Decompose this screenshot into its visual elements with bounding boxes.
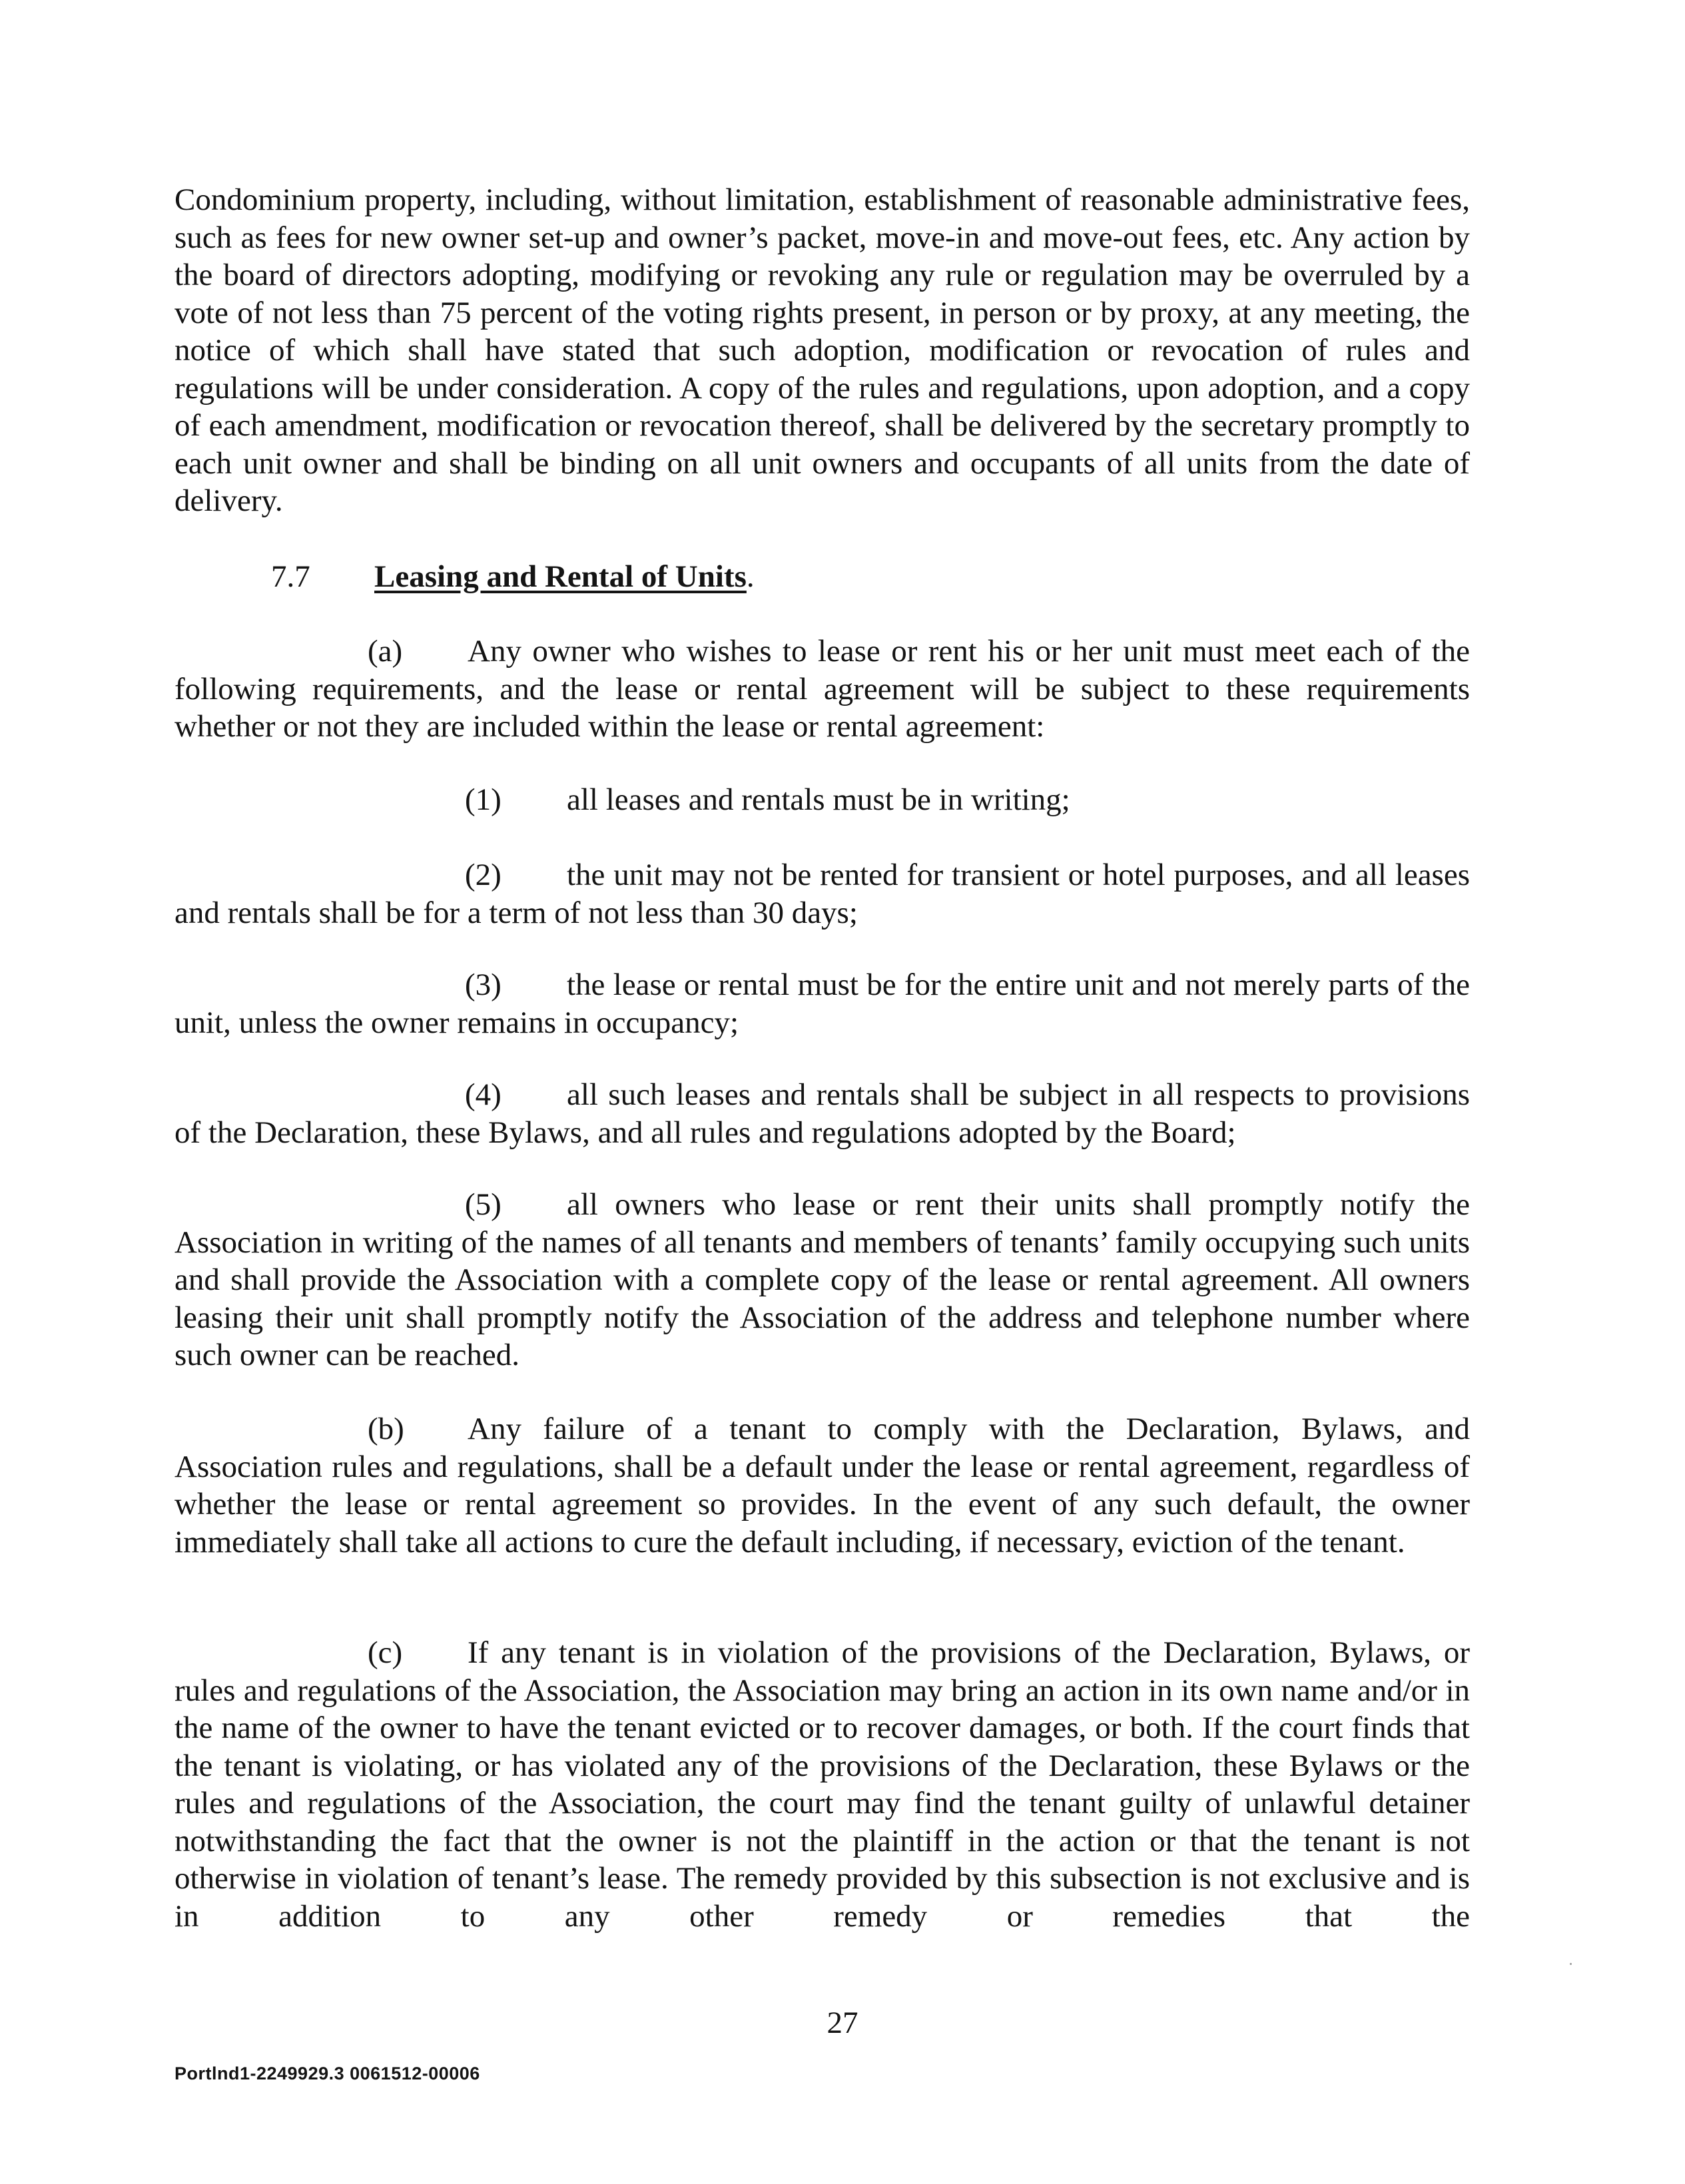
requirement-3 [174, 966, 1470, 1041]
footer-document-id: Portlnd1-2249929.3 0061512-00006 [174, 2063, 480, 2083]
subsection-a-marker: (a) [368, 634, 403, 669]
requirement-1-text: all leases and rentals must be in writing; [567, 782, 1070, 817]
intro-paragraph [174, 181, 1470, 520]
requirement-2-text: the unit may not be rented for transient or hotel purposes, and all leases and rentals shall be for a term of not less than 30 days; [174, 858, 1470, 930]
section-heading [271, 558, 755, 596]
requirement-4-text: all such leases and rentals shall be subject in all respects to provisions of the Declaration, these Bylaws, and all rules and regulations adopted by the Board; [174, 1077, 1470, 1150]
requirement-5-text: all owners who lease or rent their units shall promptly notify the Association in writing of the names of all tenants and members of tenants’ family occupying such units and shall provide the Association with a complete copy of the lease or rental agreement. All owners leasing their unit shall promptly notify the Association of the address and telephone number where such owner can be reached. [174, 1187, 1470, 1372]
requirement-1 [174, 781, 1470, 819]
requirement-3-text: the lease or rental must be for the entire unit and not merely parts of the unit, unless the owner remains in occupancy; [174, 967, 1470, 1040]
requirement-2-marker: (2) [465, 858, 502, 892]
scan-artifact-dot [1570, 1963, 1572, 1965]
requirement-4-marker: (4) [465, 1077, 502, 1112]
subsection-b [174, 1410, 1470, 1561]
requirement-3-marker: (3) [465, 967, 502, 1002]
section-title: Leasing and Rental of Units [374, 559, 747, 594]
requirement-1-marker: (1) [465, 782, 502, 817]
subsection-b-text: Any failure of a tenant to comply with the Declaration, Bylaws, and Association rules and regulations, shall be a default under the lease or rental agreement, regardless of whether the lease or rental agreement so provides. In the event of any such default, the owner immediately shall take all actions to cure the default including, if necessary, eviction of the tenant. [174, 1412, 1470, 1559]
subsection-c-text: If any tenant is in violation of the provisions of the Declaration, Bylaws, or rules and regulations of the Association, the Association may bring an action in its own name and/or in the name of the owner to have the tenant evicted or to recover damages, or both. If the court finds that the tenant is violating, or has violated any of the provisions of the Declaration, these Bylaws or the rules and regulations of the Association, the court may find the tenant guilty of unlawful detainer notwithstanding the fact that the owner is not the plaintiff in the action or that the tenant is not otherwise in violation of tenant’s lease. The remedy provided by this subsection is not exclusive and is in addition to any other remedy or remedies that the [174, 1635, 1470, 1934]
requirement-5-marker: (5) [465, 1187, 502, 1222]
requirement-5 [174, 1186, 1470, 1374]
subsection-a [174, 633, 1470, 746]
requirement-2 [174, 856, 1470, 932]
page-number: 27 [827, 2006, 858, 2040]
subsection-c-marker: (c) [368, 1635, 403, 1670]
section-title-suffix: . [746, 559, 755, 594]
subsection-a-text: Any owner who wishes to lease or rent his or her unit must meet each of the following requirements, and the lease or rental agreement will be subject to these requirements whether or not they are included within the lease or rental agreement: [174, 634, 1470, 744]
section-number: 7.7 [271, 559, 310, 594]
intro-paragraph-text: Condominium property, including, without limitation, establishment of reasonable administrative fees, such as fees for new owner set-up and owner’s packet, move-in and move-out fees, etc. Any action by the board of directors adopting, modifying or revoking any rule or regulation may be overruled by a vote of not less than 75 percent of the voting rights present, in person or by proxy, at any meeting, the notice of which shall have stated that such adoption, modification or revocation of rules and regulations will be under consideration. A copy of the rules and regulations, upon adoption, and a copy of each amendment, modification or revocation thereof, shall be delivered by the secretary promptly to each unit owner and shall be binding on all unit owners and occupants of all units from the date of delivery. [174, 182, 1470, 518]
subsection-c [174, 1634, 1470, 1935]
requirement-4 [174, 1076, 1470, 1151]
subsection-b-marker: (b) [368, 1412, 404, 1446]
